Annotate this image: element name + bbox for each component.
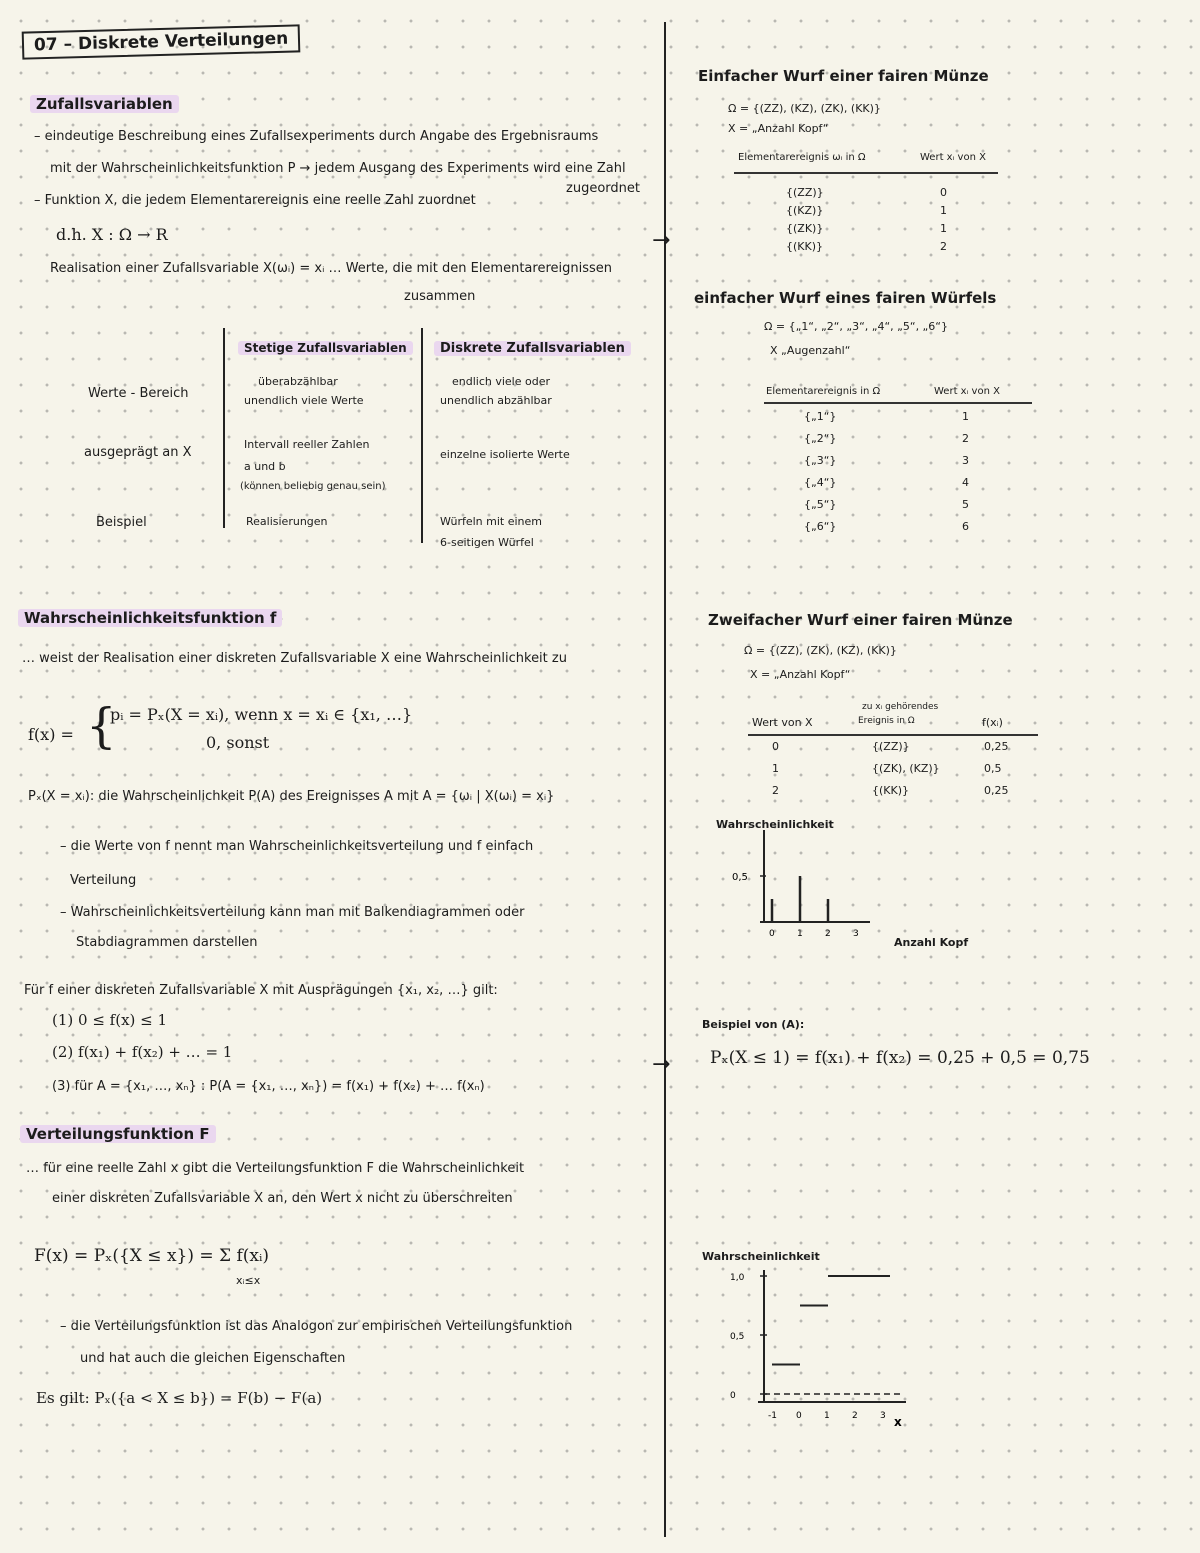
- zv-line-5: d.h. X : Ω → R: [56, 225, 168, 244]
- zv-line-4: – Funktion X, die jedem Elementarereignis eine reelle Zahl zuordnet: [34, 193, 476, 208]
- wf-formula-case2: 0, sonst: [206, 733, 270, 752]
- table-row1-c1-a: überabzählbar: [258, 375, 338, 388]
- ex2-row-value: 1: [962, 410, 969, 423]
- ex1-row-event: {(ZZ)}: [786, 186, 824, 199]
- chart1-xtick-label: 2: [825, 929, 831, 936]
- ex1-row-value: 0: [940, 186, 947, 199]
- vf-formula: F(x) = Pₓ({X ≤ x}) = Σ f(xᵢ): [34, 1246, 270, 1266]
- table-vline-2: [421, 328, 423, 543]
- wf-def: Pₓ(X = xᵢ): die Wahrscheinlichkeit P(A) des Ereignisses A mit A = {ωᵢ | X(ωᵢ) = xᵢ}: [28, 789, 555, 804]
- ex3-row-event: {(KK)}: [872, 784, 910, 797]
- chart1-svg: [730, 826, 880, 936]
- table-row1-c2-a: endlich viele oder: [452, 375, 551, 388]
- chart2-xtick-label: -1: [768, 1411, 777, 1421]
- ex1-row-event: {(ZK)}: [786, 222, 824, 235]
- chart1-xtick-label: 1: [797, 929, 803, 936]
- wf-bullet-1: – die Werte von f nennt man Wahrscheinlichkeitsverteilung und f einfach: [60, 839, 534, 854]
- chart1-xlabel: Anzahl Kopf: [894, 936, 969, 949]
- wf-formula-case1: pᵢ = Pₓ(X = xᵢ), wenn x = xᵢ ∈ {x₁, …}: [110, 705, 413, 724]
- arrow-right-icon: →: [652, 228, 671, 253]
- table-row3-c2-a: Würfeln mit einem: [440, 515, 543, 528]
- ex2-col1: Elementarereignis in Ω: [766, 386, 881, 397]
- table-col1-header: Stetige Zufallsvariablen: [238, 340, 413, 357]
- chart2-xtick-label: 1: [824, 1411, 830, 1421]
- vf-bullet-1: – die Verteilungsfunktion ist das Analogon zur empirischen Verteilungsfunktion: [60, 1319, 573, 1334]
- wf-prop-2: (2) f(x₁) + f(x₂) + … = 1: [52, 1043, 233, 1061]
- vf-line-2: einer diskreten Zufallsvariable X an, den Wert x nicht zu überschreiten: [52, 1191, 513, 1206]
- ex2-row-event: {„3“}: [804, 454, 837, 467]
- ex1-xdef: X = „Anzahl Kopf“: [728, 122, 829, 135]
- table-col2-header: Diskrete Zufallsvariablen: [434, 340, 631, 357]
- table-row2-c1-c: (können beliebig genau sein): [240, 481, 386, 492]
- ex2-col2: Wert xᵢ von X: [934, 386, 1000, 397]
- wf-formula-left: f(x) =: [28, 725, 74, 744]
- page-title: 07 – Diskrete Verteilungen: [22, 24, 301, 59]
- table-row2-c1-a: Intervall reeller Zahlen: [244, 438, 370, 451]
- table-row3-c2-b: 6-seitigen Würfel: [440, 536, 534, 549]
- ex2-table-rule: [764, 402, 1032, 404]
- ex1-row-value: 1: [940, 204, 947, 217]
- vf-es-gilt: Es gilt: Pₓ({a < X ≤ b}) = F(b) − F(a): [36, 1389, 323, 1407]
- table-row1-label: Werte - Bereich: [88, 386, 189, 401]
- chart2-xtick-label: 3: [880, 1411, 886, 1421]
- ex3-row-value: 0: [772, 740, 779, 753]
- ex3-col2b: Ereignis in Ω: [858, 716, 915, 726]
- vf-formula-sub: xᵢ≤x: [236, 1274, 261, 1287]
- ex1-row-value: 1: [940, 222, 947, 235]
- ex2-row-event: {„5“}: [804, 498, 837, 511]
- wf-props-intro: Für f einer diskreten Zufallsvariable X mit Ausprägungen {x₁, x₂, …} gilt:: [24, 983, 498, 998]
- chart1-xtick-label: 0: [769, 929, 775, 936]
- ex2-row-event: {„1“}: [804, 410, 837, 423]
- table-row1-c1-b: unendlich viele Werte: [244, 394, 364, 407]
- ex2-row-value: 4: [962, 476, 969, 489]
- ex3-col3: f(xᵢ): [982, 716, 1003, 729]
- table-row2-label: ausgeprägt an X: [84, 445, 192, 460]
- zv-line-1: – eindeutige Beschreibung eines Zufallsexperiments durch Angabe des Ergebnisraums: [34, 129, 599, 144]
- ex2-row-value: 2: [962, 432, 969, 445]
- table-row1-c2-b: unendlich abzählbar: [440, 394, 552, 407]
- chart1-ylabel: Wahrscheinlichkeit: [716, 818, 834, 831]
- ex1-heading: Einfacher Wurf einer fairen Münze: [698, 67, 989, 85]
- ex2-heading: einfacher Wurf eines fairen Würfels: [694, 289, 997, 307]
- wf-prop-3: (3) für A = {x₁, …, xₙ} : P(A = {x₁, …, xₙ}) = f(x₁) + f(x₂) + … f(xₙ): [52, 1079, 485, 1094]
- ex2-row-value: 5: [962, 498, 969, 511]
- zv-line-3: zugeordnet: [566, 181, 640, 196]
- ex2-row-value: 3: [962, 454, 969, 467]
- ex3-table-rule: [748, 734, 1038, 736]
- wf-bullet-4: Stabdiagrammen darstellen: [76, 935, 258, 950]
- ex3-row-event: {(ZZ)}: [872, 740, 910, 753]
- ex1-row-event: {(KK)}: [786, 240, 824, 253]
- table-row2-c1-b: a und b: [244, 460, 286, 473]
- ex3-row-event: {(ZK), (KZ)}: [872, 762, 940, 775]
- ex2-row-value: 6: [962, 520, 969, 533]
- ex3-col2a: zu xᵢ gehörendes: [862, 702, 939, 712]
- chart2-ytick-label: 0: [730, 1391, 736, 1401]
- heading-verteilungsfunktion: Verteilungsfunktion F: [20, 1126, 216, 1143]
- table-row3-label: Beispiel: [96, 515, 147, 530]
- zv-line-7: zusammen: [404, 289, 476, 304]
- wf-intro: … weist der Realisation einer diskreten Zufallsvariable X eine Wahrscheinlichkeit zu: [22, 651, 567, 666]
- ex1-row-event: {(KZ)}: [786, 204, 824, 217]
- ex2-row-event: {„6“}: [804, 520, 837, 533]
- table-row3-c1-a: Realisierungen: [246, 515, 328, 528]
- chart1-xtick-label: 3: [853, 929, 859, 936]
- arrow-right-icon: →: [652, 1052, 671, 1077]
- vf-line-1: … für eine reelle Zahl x gibt die Verteilungsfunktion F die Wahrscheinlichkeit: [26, 1161, 525, 1176]
- chart2-ytick-label: 0,5: [730, 1332, 745, 1342]
- ex3-row-value: 2: [772, 784, 779, 797]
- vf-bullet-2: und hat auch die gleichen Eigenschaften: [80, 1351, 346, 1366]
- ex1-omega: Ω = {(ZZ), (KZ), (ZK), (KK)}: [728, 102, 881, 115]
- ex3-omega: Ω = {(ZZ), (ZK), (KZ), (KK)}: [744, 644, 897, 657]
- ex2-omega: Ω = {„1“, „2“, „3“, „4“, „5“, „6“}: [764, 320, 948, 333]
- ex1-col1: Elementarereignis ωᵢ in Ω: [738, 152, 866, 163]
- chart2-ytick-label: 1,0: [730, 1273, 745, 1283]
- ex2-row-event: {„4“}: [804, 476, 837, 489]
- ex3-row-prob: 0,25: [984, 740, 1009, 753]
- chart2-ylabel: Wahrscheinlichkeit: [702, 1250, 820, 1263]
- wf-prop-1: (1) 0 ≤ f(x) ≤ 1: [52, 1011, 168, 1029]
- ex3-row-prob: 0,25: [984, 784, 1009, 797]
- chart2-svg: [724, 1262, 924, 1432]
- ex3-row-value: 1: [772, 762, 779, 775]
- heading-wahrscheinlichkeitsfunktion: Wahrscheinlichkeitsfunktion f: [18, 610, 282, 627]
- wf-bullet-3: – Wahrscheinlichkeitsverteilung kann man mit Balkendiagrammen oder: [60, 905, 525, 920]
- ex3-row-prob: 0,5: [984, 762, 1002, 775]
- chart2-xtick-label: 2: [852, 1411, 858, 1421]
- chart2-xlabel: x: [894, 1415, 902, 1429]
- table-vline-1: [223, 328, 225, 528]
- ex1-table-rule: [734, 172, 998, 174]
- ex3-xdef: X = „Anzahl Kopf“: [750, 668, 851, 681]
- ex3-col1: Wert von X: [752, 716, 813, 729]
- calc-formula: Pₓ(X ≤ 1) = f(x₁) + f(x₂) = 0,25 + 0,5 = 0,75: [710, 1048, 1090, 1068]
- ex1-row-value: 2: [940, 240, 947, 253]
- ex2-xdef: X „Augenzahl“: [770, 344, 851, 357]
- wf-formula-brace: {: [86, 698, 117, 754]
- ex2-row-event: {„2“}: [804, 432, 837, 445]
- calc-label: Beispiel von (A):: [702, 1018, 805, 1031]
- heading-zufallsvariablen: Zufallsvariablen: [30, 96, 179, 113]
- zv-line-6: Realisation einer Zufallsvariable X(ωᵢ) = xᵢ … Werte, die mit den Elementarereignissen: [50, 261, 613, 276]
- table-row2-c2-a: einzelne isolierte Werte: [440, 448, 570, 461]
- chart2-xtick-label: 0: [796, 1411, 802, 1421]
- ex1-col2: Wert xᵢ von X: [920, 152, 986, 163]
- ex3-heading: Zweifacher Wurf einer fairen Münze: [708, 611, 1013, 629]
- zv-line-2: mit der Wahrscheinlichkeitsfunktion P → jedem Ausgang des Experiments wird eine Zahl: [50, 161, 626, 176]
- wf-bullet-2: Verteilung: [70, 873, 137, 888]
- chart1-ytick: 0,5: [732, 872, 748, 883]
